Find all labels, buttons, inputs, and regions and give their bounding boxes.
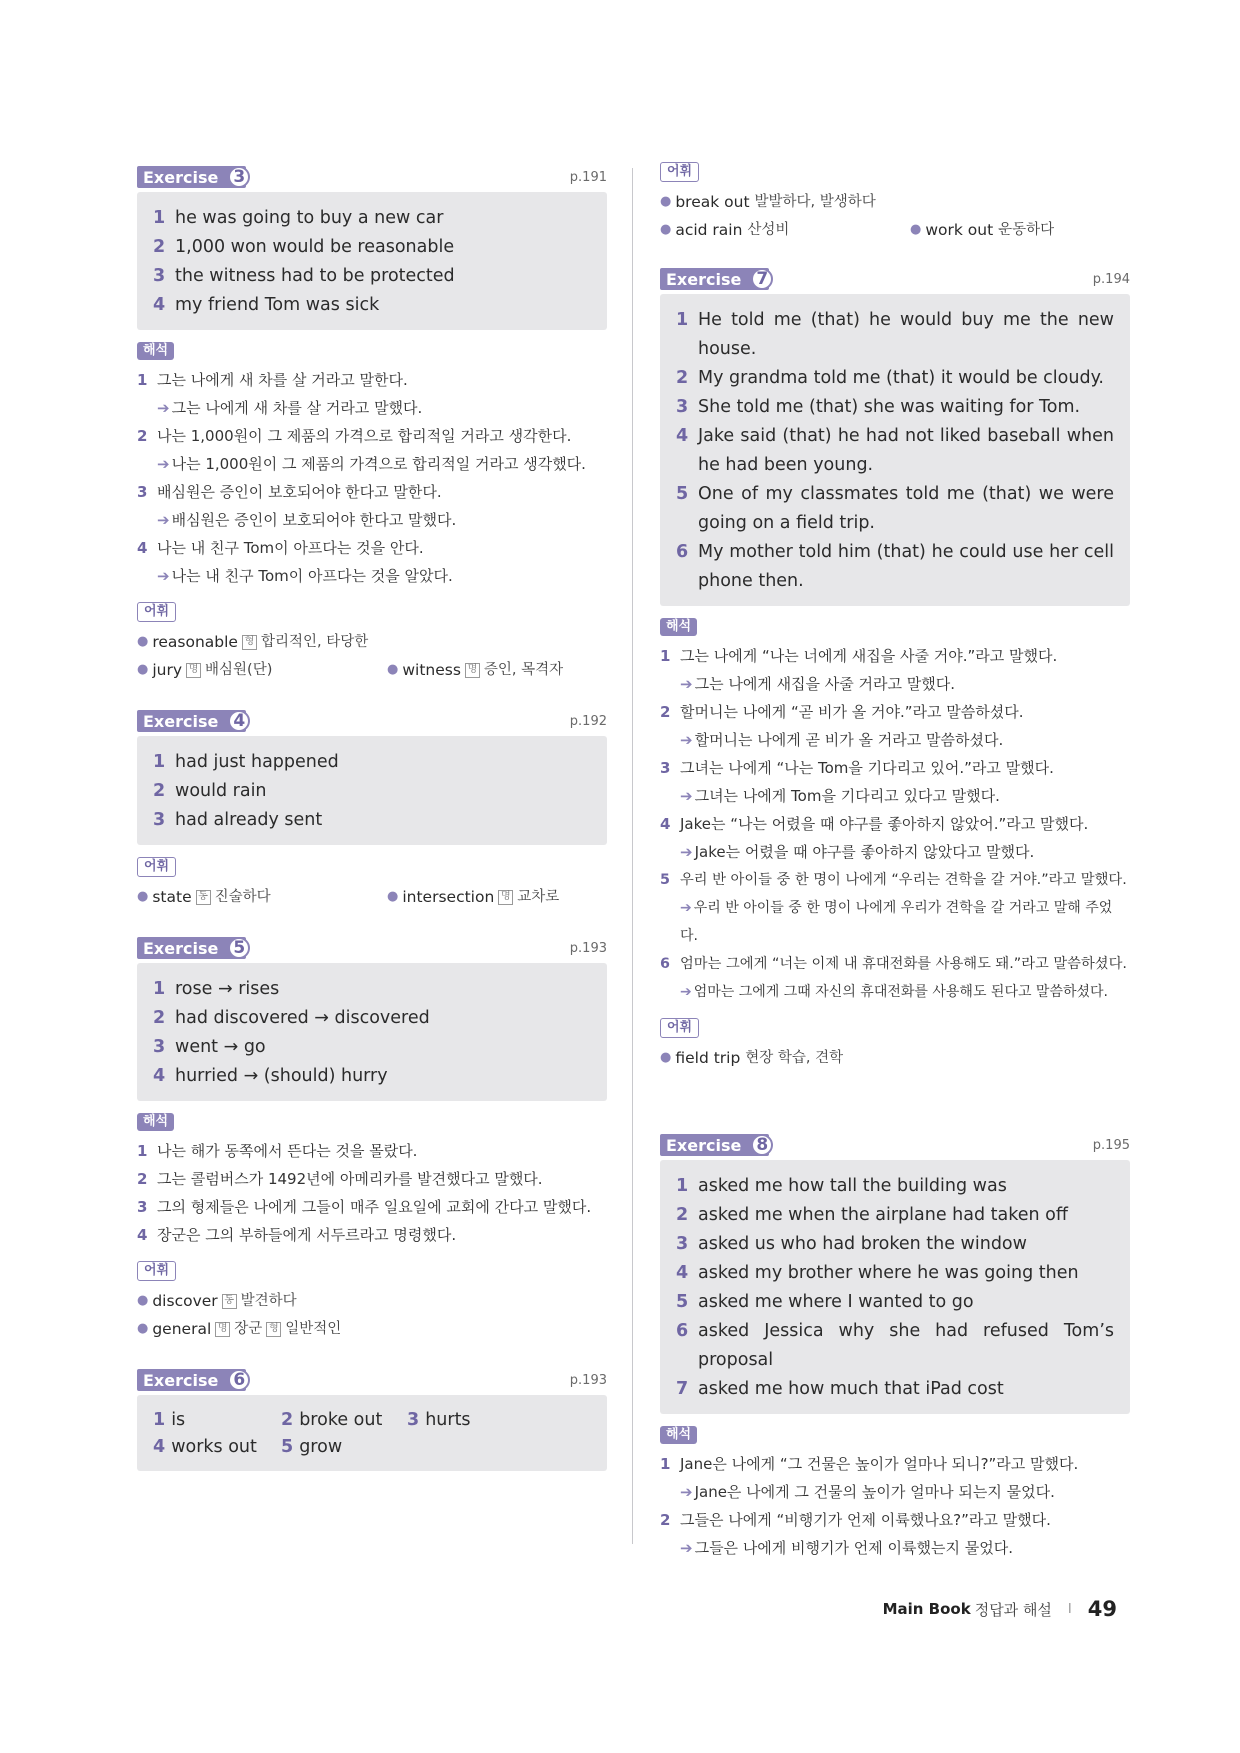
page-reference: p.192 [569,714,607,729]
answer-item: 2 broke out [281,1410,383,1430]
answer-item: 3 She told me (that) she was waiting for Tom. [676,397,1081,417]
translation-tag: 해석 [660,1426,697,1444]
arrow-icon: ➔ [157,567,170,585]
exercise-6-vocab [660,160,1130,244]
answer-item: 4 works out [153,1437,257,1457]
translation-sub: ➔ 그들은 나에게 비행기가 언제 이륙했는지 물었다. [680,1539,1013,1557]
vocab-row [137,883,607,911]
arrow-icon: ➔ [680,787,693,805]
answer-item: 3 hurts [407,1410,471,1430]
vocab-entry: ● witness 명 증인, 목격자 [387,661,564,679]
exercise-5-header [137,937,607,963]
answer-item: 3 went → go [153,1037,266,1057]
translation-sub: ➔ 할머니는 나에게 곧 비가 올 거라고 말씀하셨다. [680,731,1004,749]
footer-separator: I [1067,1601,1072,1617]
translation-sub: ➔ 엄마는 그에게 그때 자신의 휴대전화를 사용해도 된다고 말씀하셨다. [680,984,1109,1000]
page-reference: p.193 [569,941,607,956]
answer-box [137,192,607,330]
page-number: 49 [1087,1597,1117,1621]
translation-item: 1 나는 해가 동쪽에서 뜬다는 것을 몰랐다. [137,1142,418,1160]
exercise-number: 3 [228,166,250,188]
translation-item: 2 그들은 나에게 “비행기가 언제 이륙했나요?”라고 말했다. [660,1511,1051,1529]
answer-item: 1 is [153,1410,186,1430]
vocab-entry: ● acid rain 산성비 [660,221,790,239]
exercise-label: Exercise 8 [660,1134,769,1156]
answer-item: 5 asked me where I wanted to go [676,1292,974,1312]
vocab-entry: ● state 동 진술하다 [137,888,271,906]
translation-sub: ➔ Jake는 어렸을 때 야구를 좋아하지 않았다고 말했다. [680,843,1035,861]
vocab-tag: 어휘 [137,857,176,877]
exercise-7 [660,268,1130,1072]
translation-item: 3 그녀는 나에게 “나는 Tom을 기다리고 있어.”라고 말했다. [660,759,1054,777]
answer-item: 1 asked me how tall the building was [676,1176,1007,1196]
translation-sub: ➔ 우리 반 아이들 중 한 명이 나에게 우리가 견학을 갈 거라고 말해 주었다. [680,900,1113,944]
translation-sub: ➔ 나는 내 친구 Tom이 아프다는 것을 알았다. [157,567,453,585]
left-column [137,166,607,1471]
translation-item: 4 나는 내 친구 Tom이 아프다는 것을 안다. [137,539,424,557]
answer-item: 5 grow [281,1437,343,1457]
answer-item: 2 asked me when the airplane had taken off [676,1205,1068,1225]
translation-list [137,366,607,590]
translation-sub: ➔ 배심원은 증인이 보호되어야 한다고 말했다. [157,511,457,529]
translation-item: 4 Jake는 “나는 어렸을 때 야구를 좋아하지 않았어.”라고 말했다. [660,815,1089,833]
arrow-icon: ➔ [157,399,170,417]
vocab-entry: ● work out 운동하다 [910,221,1055,239]
answer-item: 2 had discovered → discovered [153,1008,430,1028]
translation-item: 3 배심원은 증인이 보호되어야 한다고 말한다. [137,483,442,501]
arrow-icon: ➔ [680,984,692,1000]
arrow-icon: ➔ [680,843,693,861]
vocab-entry: ● reasonable 형 합리적인, 타당한 [137,633,369,651]
vocab-row [137,656,607,684]
answer-item: 5 One of my classmates told me (that) we were going on a field trip. [676,484,1114,533]
page-footer [883,1597,1117,1621]
arrow-icon: ➔ [157,511,170,529]
exercise-label: Exercise 4 [137,710,246,732]
right-column [660,166,1130,1562]
exercise-label: Exercise 7 [660,268,769,290]
translation-item: 3 그의 형제들은 나에게 그들이 매주 일요일에 교회에 간다고 말했다. [137,1198,592,1216]
translation-sub: ➔ 그는 나에게 새 차를 살 거라고 말했다. [157,399,423,417]
arrow-icon: ➔ [157,455,170,473]
answer-item: 1 He told me (that) he would buy me the new house. [676,310,1114,359]
translation-list [660,1450,1130,1562]
translation-list [137,1137,607,1249]
arrow-icon: ➔ [680,1539,693,1557]
book-title: Main Book [882,1600,971,1618]
vocab-tag: 어휘 [660,162,699,182]
column-divider [632,168,633,1544]
answer-item: 2 My grandma told me (that) it would be cloudy. [676,368,1104,388]
translation-item: 1 Jane은 나에게 “그 건물은 높이가 얼마나 되니?”라고 말했다. [660,1455,1079,1473]
exercise-4-header [137,710,607,736]
arrow-icon: ➔ [680,900,692,916]
translation-item: 2 나는 1,000원이 그 제품의 가격으로 합리적일 거라고 생각한다. [137,427,572,445]
answer-item: 4 Jake said (that) he had not liked baseball when he had been young. [676,426,1114,475]
exercise-number: 5 [228,937,250,959]
translation-item: 5 우리 반 아이들 중 한 명이 나에게 “우리는 견학을 갈 거야.”라고 말했다. [660,872,1127,888]
translation-item: 6 엄마는 그에게 “너는 이제 내 휴대전화를 사용해도 돼.”라고 말씀하셨다. [660,956,1127,972]
exercise-number: 7 [751,268,773,290]
exercise-label: Exercise 5 [137,937,246,959]
translation-sub: ➔ 그녀는 나에게 Tom을 기다리고 있다고 말했다. [680,787,1000,805]
book-subtitle: 정답과 해설 [974,1600,1052,1619]
vocab-entry: ● field trip 현장 학습, 견학 [660,1049,844,1067]
answer-item: 4 hurried → (should) hurry [153,1066,388,1086]
answer-item: 1 rose → rises [153,979,280,999]
translation-item: 4 장군은 그의 부하들에게 서두르라고 명령했다. [137,1226,457,1244]
answer-item: 4 asked my brother where he was going then [676,1263,1079,1283]
translation-sub: ➔ 그는 나에게 새집을 사줄 거라고 말했다. [680,675,956,693]
translation-tag: 해석 [137,342,174,360]
vocab-row [660,188,1130,216]
translation-sub: ➔ 나는 1,000원이 그 제품의 가격으로 합리적일 거라고 생각했다. [157,455,586,473]
exercise-3-header [137,166,607,192]
answer-item: 6 asked Jessica why she had refused Tom’s proposal [676,1321,1114,1370]
vocab-entry: ● general 명 장군 형 일반적인 [137,1320,342,1338]
translation-item: 1 그는 나에게 “나는 너에게 새집을 사줄 거야.”라고 말했다. [660,647,1058,665]
exercise-3 [137,166,607,684]
answer-item: 2 would rain [153,781,267,801]
answer-item: 3 asked us who had broken the window [676,1234,1027,1254]
answer-item: 6 My mother told him (that) he could use her cell phone then. [676,542,1114,591]
answer-box [137,1395,607,1471]
exercise-5 [137,937,607,1343]
answer-item: 3 had already sent [153,810,323,830]
vocab-tag: 어휘 [137,1261,176,1281]
answer-item: 7 asked me how much that iPad cost [676,1379,1004,1399]
answer-item: 3 the witness had to be protected [153,266,455,286]
vocab-row [137,1287,607,1315]
answer-box [660,1160,1130,1414]
answer-item: 4 my friend Tom was sick [153,295,380,315]
translation-tag: 해석 [137,1113,174,1131]
answer-item: 1 had just happened [153,752,339,772]
answer-box [137,736,607,845]
exercise-number: 4 [228,710,250,732]
vocab-entry: ● jury 명 배심원(단) [137,661,273,679]
exercise-number: 6 [228,1369,250,1391]
page-reference: p.193 [569,1373,607,1388]
exercise-label: Exercise 6 [137,1369,246,1391]
answer-box [137,963,607,1101]
vocab-entry: ● break out 발발하다, 발생하다 [660,193,876,211]
arrow-icon: ➔ [680,1483,693,1501]
translation-sub: ➔ Jane은 나에게 그 건물의 높이가 얼마나 되는지 물었다. [680,1483,1055,1501]
exercise-label: Exercise 3 [137,166,246,188]
vocab-row [137,628,607,656]
page-reference: p.191 [569,170,607,185]
exercise-8-header [660,1134,1130,1160]
answer-grid [153,1407,591,1461]
exercise-7-header [660,268,1130,294]
translation-item: 2 그는 콜럼버스가 1492년에 아메리카를 발견했다고 말했다. [137,1170,543,1188]
vocab-entry: ● discover 동 발견하다 [137,1292,297,1310]
answer-item: 2 1,000 won would be reasonable [153,237,455,257]
exercise-6 [137,1369,607,1471]
page-reference: p.195 [1092,1138,1130,1153]
vocab-row [660,216,1130,244]
answer-box [660,294,1130,606]
exercise-8 [660,1134,1130,1562]
translation-tag: 해석 [660,618,697,636]
translation-list [660,642,1130,1006]
answer-item: 1 he was going to buy a new car [153,208,444,228]
exercise-4 [137,710,607,911]
vocab-row [660,1044,1130,1072]
vocab-row [137,1315,607,1343]
vocab-tag: 어휘 [660,1018,699,1038]
exercise-6-header [137,1369,607,1395]
translation-item: 2 할머니는 나에게 “곧 비가 올 거야.”라고 말씀하셨다. [660,703,1024,721]
translation-item: 1 그는 나에게 새 차를 살 거라고 말한다. [137,371,408,389]
arrow-icon: ➔ [680,731,693,749]
arrow-icon: ➔ [680,675,693,693]
vocab-tag: 어휘 [137,602,176,622]
page-reference: p.194 [1092,272,1130,287]
vocab-entry: ● intersection 명 교차로 [387,888,560,906]
exercise-number: 8 [751,1134,773,1156]
